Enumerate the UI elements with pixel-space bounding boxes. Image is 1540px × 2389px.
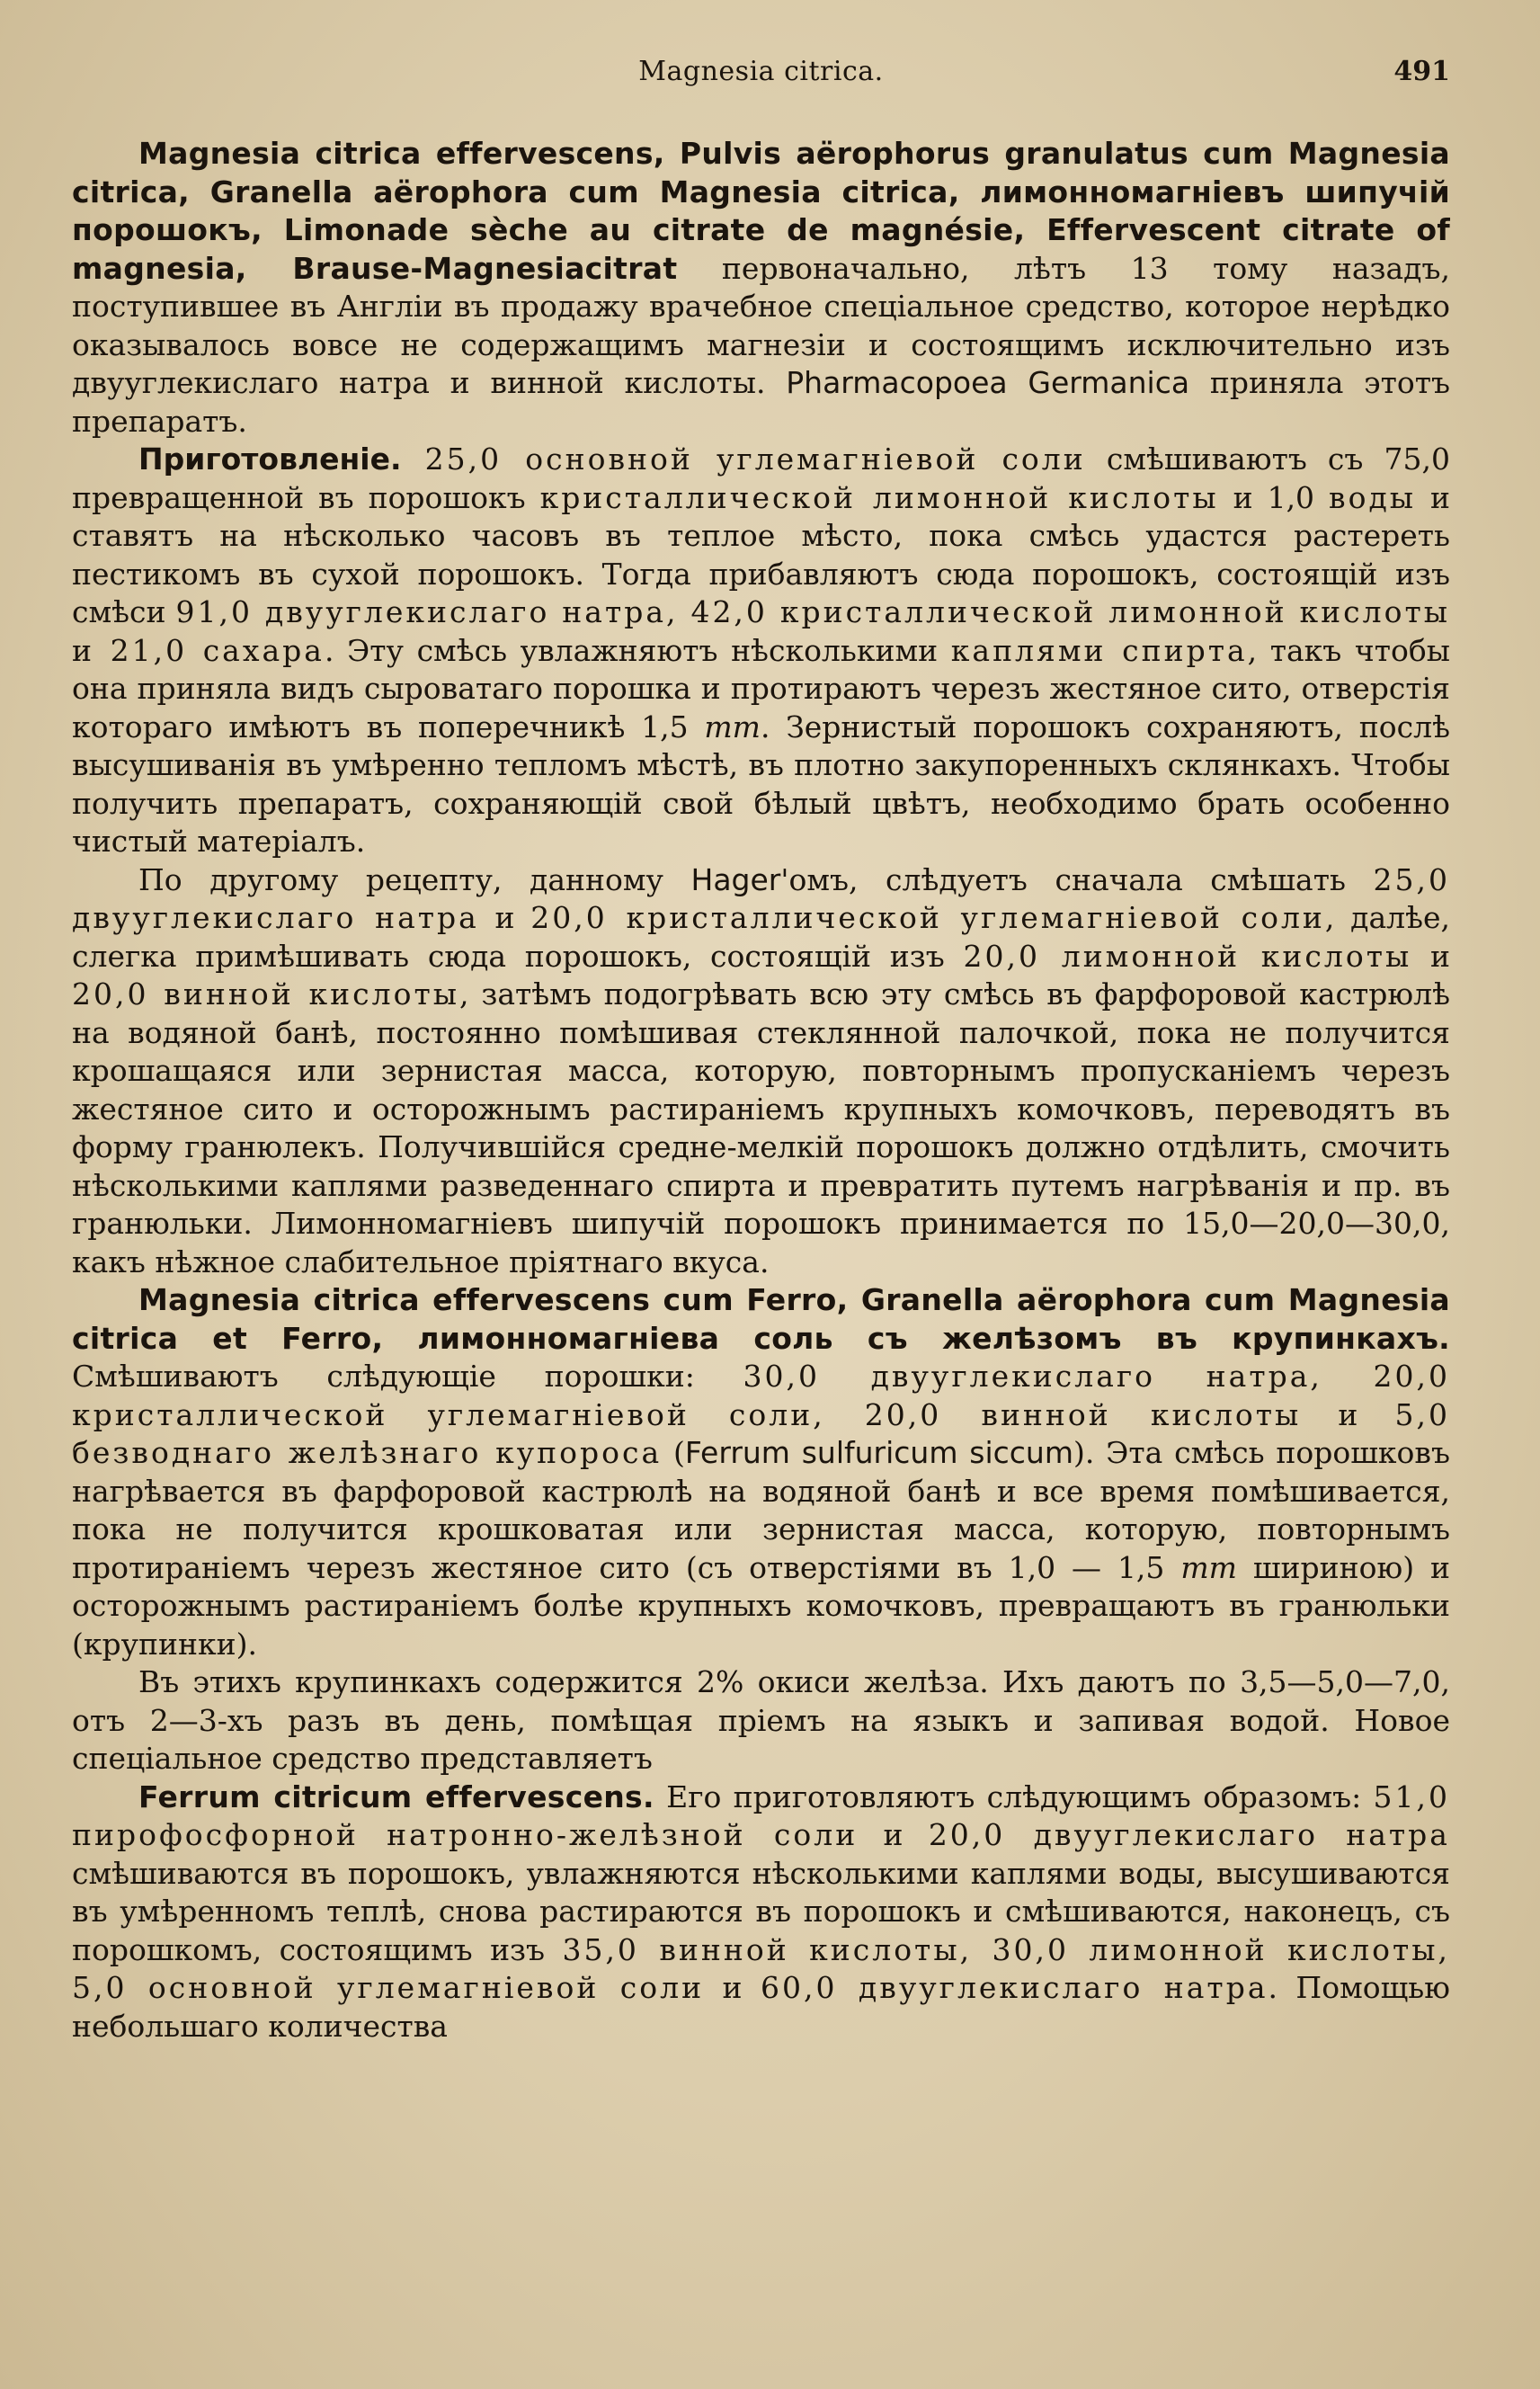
text-run: , далѣе, слегка примѣшивать сюда порошокъ, состоящiй изъ [72, 900, 1450, 974]
text-run: смѣшиваются въ порошокъ, увлажняются нѣсколькими каплями воды, высушиваются въ умѣренномъ теплѣ, снова растираются въ порошокъ и смѣшиваются, наконецъ, съ порошкомъ, состоящимъ изъ [72, 1855, 1450, 1967]
text-run: и [858, 1817, 929, 1852]
spaced-ingredient: 30,0 двууглекислаго натра, 20,0 кристаллической углемагнiевой соли, 20,0 винной кислоты [72, 1359, 1450, 1432]
spaced-ingredient: 20,0 двууглекислаго натра [928, 1817, 1450, 1852]
entry-heading: Magnesia citrica effervescens, Pulvis aërophorus granulatus cum Magnesia citrica, Granella aërophora cum Magnesia citrica, лимонномагнiевъ шипучiй порошокъ, Limonade sèche au citrate de magnésie, Effervescent citrate of magnesia, Brause-Magnesiacitrat [72, 136, 1450, 286]
text-run: Въ этихъ крупинкахъ содержится 2% окиси желѣза. Ихъ даютъ по 3,5—5,0—7,0, отъ 2—3-хъ разъ въ день, помѣщая прiемъ на языкъ и запивая водой. Новое спецiальное средство представляетъ [72, 1664, 1450, 1776]
text-run: и [704, 1970, 761, 2005]
paragraph-hager-recipe [72, 861, 1450, 1282]
paragraph-ferrum-citricum-effervescens [72, 1778, 1450, 2046]
text-run: . Зернистый порошокъ сохраняютъ, послѣ высушиванiя въ умѣренно тепломъ мѣстѣ, въ плотно закупоренныхъ склянкахъ. Чтобы получить препаратъ, сохраняющiй свой бѣлый цвѣтъ, необходимо брать особенно чистый матерiалъ. [72, 709, 1450, 859]
text-run: шириною) и осторожнымъ растиранiемъ болѣе крупныхъ комочковъ, превращаютъ въ гранюльки (крупинки). [72, 1549, 1451, 1662]
running-title: Magnesia citrica. [638, 56, 884, 87]
running-head [72, 56, 1450, 92]
text-run: , затѣмъ подогрѣвать всю эту смѣсь въ фарфоровой кастрюлѣ на водяной банѣ, постоянно помѣшивая стеклянной палочкой, пока не получится крошащаяся или зернистая масса, которую, повторнымъ пропусканiемъ черезъ жестяное сито и осторожнымъ растиранiемъ крупныхъ комочковъ, переводятъ въ форму гранюлекъ. Получившiйся средне-мелкiй порошокъ должно отдѣлить, смочить нѣсколькими каплями разведеннаго спирта и превратить путемъ нагрѣванiя и пр. въ гранюльки. Лимонномагнiевъ шипучiй порошокъ принимается по 15,0—20,0—30,0, какъ нѣжное слабительное прiятнаго вкуса. [72, 976, 1450, 1279]
text-run: ( [662, 1435, 685, 1470]
text-run: приняла этотъ препаратъ. [72, 365, 1450, 439]
paragraph-magnesia-citrica-cum-ferro [72, 1281, 1450, 1663]
unit-mm: mm [704, 709, 761, 744]
unit-mm: mm [1180, 1549, 1237, 1585]
spaced-ingredient: 25,0 основной углемагнiевой соли [401, 441, 1086, 477]
spaced-ingredient: 20,0 кристаллической углемагнiевой соли [530, 900, 1325, 935]
text-run: , такъ чтобы она приняла видъ сыроватаго порошка и протираютъ черезъ жестяное сито, отверстiя котораго имѣютъ въ поперечникѣ 1,5 [72, 632, 1450, 744]
entry-heading: Ferrum citricum effervescens. [138, 1778, 654, 1814]
entry-heading: Magnesia citrica effervescens cum Ferro, Granella aërophora cum Magnesia citrica et Ferro, лимонномагнiева соль съ желѣзомъ въ крупинкахъ. [72, 1282, 1450, 1356]
text-run: По другому рецепту, данному [138, 861, 691, 897]
latin-term: Ferrum sulfuricum siccum [684, 1435, 1073, 1470]
text-run: и [478, 900, 531, 935]
spaced-ingredient: кристаллической лимонной кислоты [539, 479, 1219, 515]
spaced-ingredient: каплями спирта [950, 632, 1248, 668]
spaced-ingredient: 60,0 двууглекислаго натра [761, 1970, 1268, 2005]
paragraph-preparation [72, 441, 1450, 861]
text-run: Смѣшиваютъ слѣдующiе порошки: [72, 1359, 743, 1394]
spaced-ingredient: 25,0 двууглекислаго натра [72, 861, 1450, 935]
text-run: и 1,0 [1218, 479, 1330, 515]
spaced-ingredient: 51,0 пирофосфорной натронно-желѣзной соли [72, 1778, 1451, 1852]
spaced-ingredient: 20,0 винной кислоты [72, 976, 460, 1012]
text-run: Его приготовляютъ слѣдующимъ образомъ: [654, 1778, 1374, 1814]
text-run: первоначально, лѣтъ 13 тому назадъ, поступившее въ Англiи въ продажу врачебное спецiальное средство, которое нерѣдко оказывалось вовсе не содержащимъ магнезiи и состоящимъ исключительно изъ двууглекислаго натра и винной кислоты. [72, 250, 1450, 400]
text-run: ). Эта смѣсь порошковъ нагрѣвается въ фарфоровой кастрюлѣ на водяной банѣ и все время помѣшивается, пока не получится крошковатая или зернистая масса, которую, повторнымъ протиранiемъ черезъ жестяное сито (съ отверстiями въ 1,0 — 1,5 [72, 1435, 1450, 1585]
text-run: смѣшиваютъ съ 75,0 превращенной въ порошокъ [72, 441, 1450, 515]
text-run: и [1301, 1396, 1395, 1432]
spaced-ingredient: 91,0 двууглекислаго натра, 42,0 кристаллической лимонной кислоты и 21,0 сахара [72, 594, 1450, 668]
text-run: и ставятъ на нѣсколько часовъ въ теплое мѣсто, пока смѣсь удастся растереть пестикомъ въ сухой порошокъ. Тогда прибавляютъ сюда порошокъ, состоящiй изъ смѣси [72, 479, 1450, 629]
spaced-ingredient: 35,0 винной кислоты, 30,0 лимонной кислоты, 5,0 основной углемагнiевой соли [72, 1931, 1450, 2005]
paragraph-iron-content [72, 1663, 1450, 1778]
page-number: 491 [1393, 56, 1450, 87]
text-run: 'омъ, слѣдуетъ сначала смѣшать [780, 861, 1374, 897]
body-text [72, 135, 1450, 2046]
text-run: . Помощью небольшаго количества [72, 1970, 1450, 2044]
paragraph-magnesia-citrica-effervescens [72, 135, 1450, 441]
latin-term: Pharmacopoea Germanica [786, 365, 1190, 400]
section-lead: Приготовленiе. [138, 441, 402, 477]
spaced-ingredient: воды [1329, 479, 1417, 515]
text-run: и [1411, 938, 1450, 974]
spaced-ingredient: 5,0 безводнаго желѣзнаго купороса [72, 1396, 1450, 1470]
author-name: Hager [690, 861, 781, 897]
text-run: . Эту смѣсь увлажняютъ нѣсколькими [324, 632, 951, 668]
spaced-ingredient: 20,0 лимонной кислоты [963, 938, 1412, 974]
